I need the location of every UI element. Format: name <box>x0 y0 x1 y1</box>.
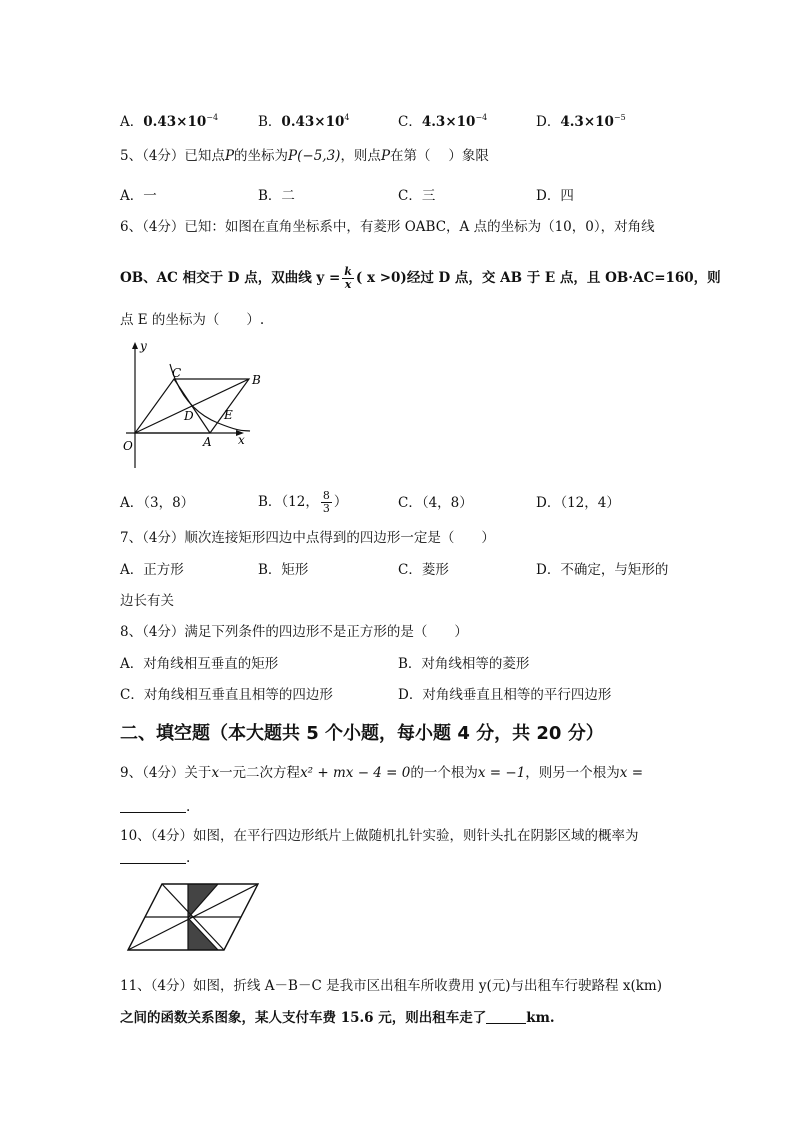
q10-answer-line: . <box>120 848 190 868</box>
q7-stem: 7、（4分）顺次连接矩形四边中点得到的四边形一定是（ ） <box>120 530 495 546</box>
q5-option-b: B．二 <box>258 188 295 204</box>
q4-option-b: B．$0.43\times 10^4$ <box>258 113 350 130</box>
q9-answer-blank[interactable] <box>120 798 186 813</box>
q6-option-d: D．（12，4） <box>536 495 620 511</box>
q6-option-c: C．（4，8） <box>398 495 473 511</box>
q8-stem: 8、（4分）满足下列条件的四边形不是正方形的是（ ） <box>120 624 468 640</box>
q6-y-arrow <box>132 342 138 349</box>
q6-rhombus-figure <box>118 338 261 473</box>
q5-option-a: A．一 <box>120 188 157 204</box>
q8-option-a: A．对角线相互垂直的矩形 <box>120 656 279 672</box>
q6-label-d: D <box>184 409 194 423</box>
q8-option-d: D．对角线垂直且相等的平行四边形 <box>398 687 612 703</box>
q4-option-c: C．$4.3\times 10^{-4}$ <box>398 113 488 130</box>
q6-label-a: A <box>203 435 212 449</box>
q7-option-a: A．正方形 <box>120 562 184 578</box>
q6-label-e: E <box>224 408 233 422</box>
q5-option-d: D．四 <box>536 188 574 204</box>
q6-label-x: x <box>238 433 245 447</box>
q6-label-c: C <box>172 366 182 380</box>
q7-option-d-continuation: 边长有关 <box>120 593 174 609</box>
q7-option-c: C．菱形 <box>398 562 449 578</box>
q11-answer-blank[interactable] <box>486 1009 526 1024</box>
q6-option-b: B．（12， $\frac{8}{3}$ ） <box>258 489 348 515</box>
q10-stem: 10、（4分）如图，在平行四边形纸片上做随机扎针实验，则针头扎在阴影区域的概率为 <box>120 828 639 844</box>
q11-line-1: 11、（4分）如图，折线 A－B－C 是我市区出租车所收费用 y(元)与出租车行驶路程 x(km) <box>120 978 662 994</box>
q6-label-b: B <box>252 373 261 387</box>
q10-parallelogram-figure <box>124 880 264 955</box>
section-fill-in-blank-heading: 二、填空题（本大题共 5 个小题，每小题 4 分，共 20 分） <box>120 723 604 744</box>
q6-line-2: OB、AC 相交于 D 点，双曲线 y = $\frac{k}{x}$ ( x >0)经过 D 点，交 AB 于 E 点，且 OB·AC=160，则 <box>120 265 721 291</box>
q5-option-c: C．三 <box>398 188 436 204</box>
q6-line-3: 点 E 的坐标为（ ）. <box>120 312 265 328</box>
q9-answer-line: . <box>120 797 190 817</box>
q6-option-a: A．（3，8） <box>120 495 195 511</box>
q11-line-2: 之间的函数关系图象，某人支付车费 15.6 元，则出租车走了 km. <box>120 1010 555 1026</box>
q6-label-o: O <box>123 439 133 453</box>
q7-option-d: D．不确定，与矩形的 <box>536 562 669 578</box>
q10-answer-blank[interactable] <box>120 849 186 864</box>
q6-fraction: $\frac{k}{x}$ <box>344 265 352 291</box>
q7-option-b: B．矩形 <box>258 562 309 578</box>
q6-line-1: 6、（4分）已知：如图在直角坐标系中，有菱形 OABC，A 点的坐标为（10，0），对角线 <box>120 219 655 235</box>
q9-stem: 9、（4分）关于x一元二次方程x² + mx − 4 = 0的一个根为x = −1，则另一个根为x = <box>120 765 644 781</box>
q8-option-b: B．对角线相等的菱形 <box>398 656 530 672</box>
q4-option-d: D．$4.3\times 10^{-5}$ <box>536 113 626 130</box>
q5-stem: 5、（4分）已知点P的坐标为P(−5,3)，则点P在第（ ）象限 <box>120 148 489 164</box>
q6-label-y: y <box>140 339 147 353</box>
q4-option-a: A．$0.43\times 10^{-4}$ <box>120 113 219 130</box>
q8-option-c: C．对角线相互垂直且相等的四边形 <box>120 687 333 703</box>
